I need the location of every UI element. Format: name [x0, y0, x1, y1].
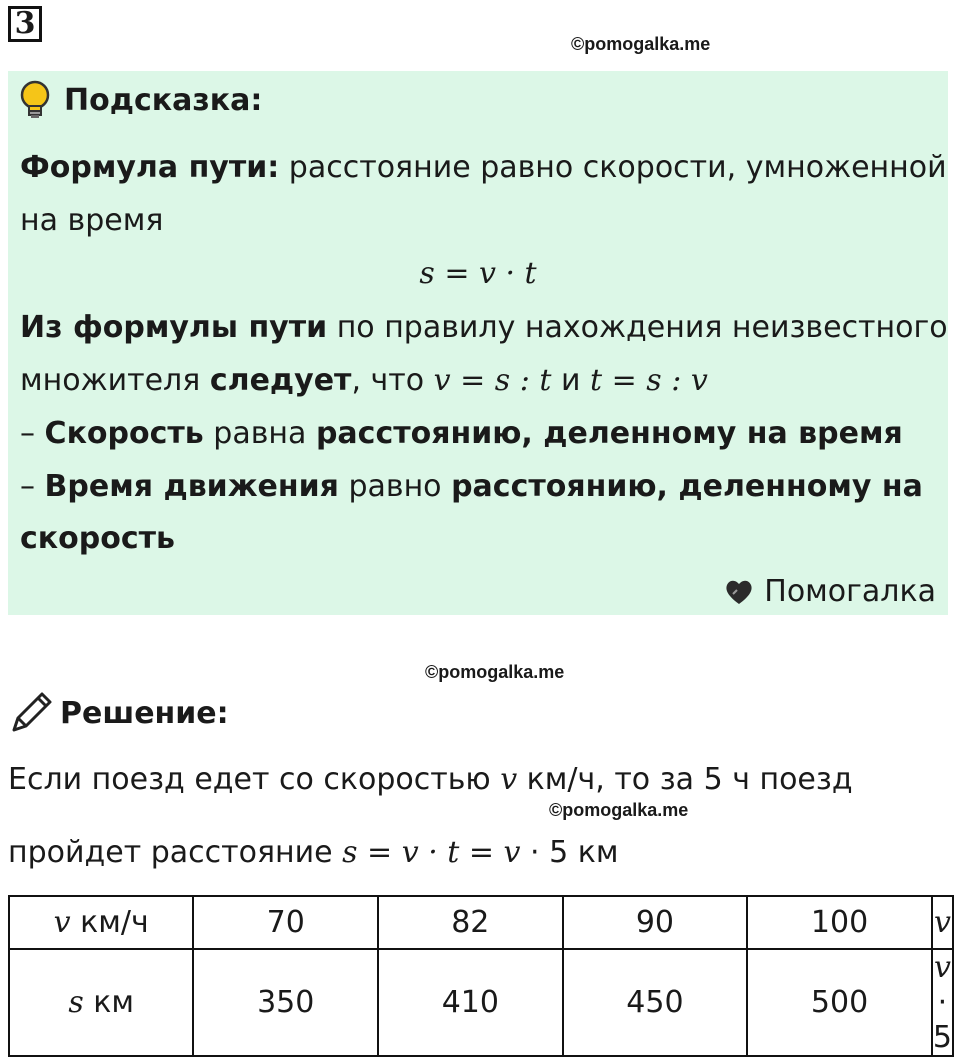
- hint-line1-text: расстояние равно скорости, умноженной: [279, 150, 947, 185]
- hint-title-text: Подсказка:: [64, 82, 263, 118]
- solution-p1-v: v: [500, 762, 518, 797]
- hint-line3-bold: Из формулы пути: [20, 310, 328, 345]
- solution-line-2: [8, 835, 618, 870]
- hint-line-4: [20, 363, 708, 398]
- watermark: ©pomogalka.me: [571, 34, 711, 54]
- hint-line5-bold2: расстоянию, деленному на время: [315, 416, 903, 451]
- brand-name: Помогалка: [764, 574, 936, 609]
- solution-p1-a: Если поезд едет со скоростью: [8, 762, 501, 797]
- table-cell: 350: [193, 949, 378, 1056]
- watermark: ©pomogalka.me: [549, 800, 689, 820]
- table-row: [9, 896, 953, 949]
- hint-line4-b: , что: [351, 363, 434, 398]
- table-cell: 500: [747, 949, 932, 1056]
- pencil-icon: [8, 690, 54, 736]
- hint-formula-t: t = s : v: [590, 363, 708, 398]
- hint-line-1: [20, 150, 947, 185]
- solution-p2-formula: s = v · t = v: [342, 835, 521, 870]
- solution-title-text: Решение:: [60, 695, 229, 731]
- table-cell: 100: [747, 896, 932, 949]
- hint-line-7: скорость: [20, 521, 175, 556]
- solution-line-1: [8, 762, 853, 797]
- solution-title: [8, 690, 229, 736]
- hint-line-6: [20, 469, 923, 504]
- watermark: ©pomogalka.me: [425, 662, 565, 682]
- lightbulb-icon: [16, 80, 54, 120]
- table-cell: 450: [563, 949, 748, 1056]
- heart-icon: [724, 578, 754, 606]
- solution-p2-b: · 5 км: [520, 835, 619, 870]
- hint-formula-label: Формула пути:: [20, 150, 280, 185]
- hint-line6-bold1: Время движения: [44, 469, 339, 504]
- hint-formula-v: v = s : t: [433, 363, 552, 398]
- solution-p2-a: пройдет расстояние: [8, 835, 343, 870]
- hint-formula: s = v · t: [419, 256, 537, 291]
- hint-line-2: на время: [20, 203, 164, 238]
- hint-line5-dash: –: [20, 416, 45, 451]
- table-cell: 410: [378, 949, 563, 1056]
- table-cell: s км: [9, 949, 193, 1056]
- table-row: [9, 949, 953, 1056]
- task-number: 3: [8, 6, 42, 42]
- speed-distance-table: [8, 895, 954, 1057]
- hint-line-5: [20, 416, 903, 451]
- hint-line3-text: по правилу нахождения неизвестного: [327, 310, 948, 345]
- hint-line6-mid: равно: [338, 469, 452, 504]
- hint-line4-a: множителя: [20, 363, 210, 398]
- hint-line5-bold1: Скорость: [44, 416, 204, 451]
- hint-line6-bold2: расстоянию, деленному на: [451, 469, 923, 504]
- table-cell: 70: [193, 896, 378, 949]
- hint-line-3: [20, 310, 948, 345]
- hint-title: [16, 80, 262, 120]
- brand-label: [724, 574, 936, 609]
- hint-line6-dash: –: [20, 469, 45, 504]
- hint-line4-bold: следует: [209, 363, 352, 398]
- hint-line5-mid: равна: [203, 416, 316, 451]
- hint-line4-and: и: [551, 363, 590, 398]
- table-cell: v: [932, 896, 953, 949]
- solution-p1-b: км/ч, то за 5 ч поезд: [517, 762, 853, 797]
- table-cell: v км/ч: [9, 896, 193, 949]
- table-cell: 90: [563, 896, 748, 949]
- table-cell: 82: [378, 896, 563, 949]
- table-cell: v · 5: [932, 950, 952, 1055]
